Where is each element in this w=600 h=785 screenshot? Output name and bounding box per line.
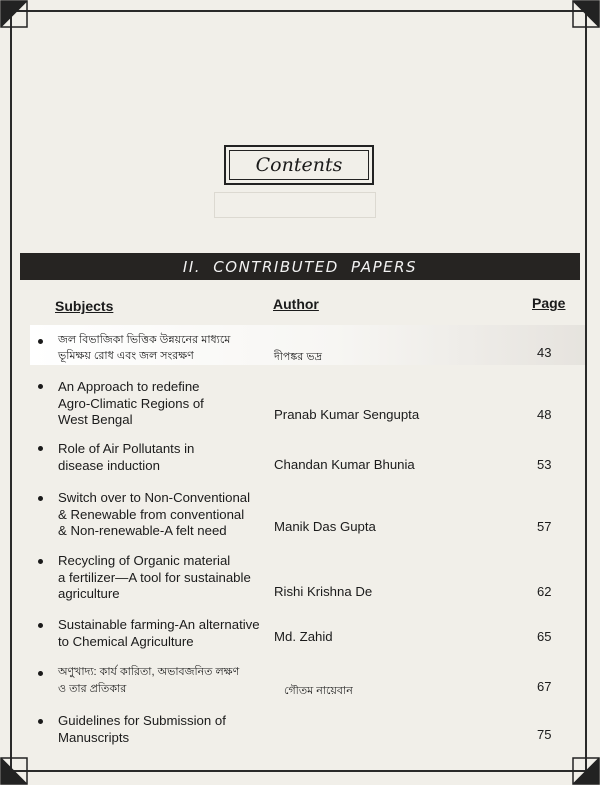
entry-page: 57	[537, 519, 552, 534]
subject-line: a fertilizer—A tool for sustainable	[58, 569, 251, 585]
entry-page: 65	[537, 629, 552, 644]
subject-line: Agro-Climatic Regions of	[58, 395, 204, 411]
corner-ornament-icon	[572, 757, 600, 785]
subject-line: জল বিভাজিকা ভিত্তিক উন্নয়নের মাধ্যমে	[58, 334, 231, 346]
subject-line: Recycling of Organic material	[58, 553, 231, 568]
entry-page: 67	[537, 679, 552, 694]
subject-line: & Renewable from conventional	[58, 506, 245, 522]
bleed-through-box	[214, 192, 376, 218]
entry-author: Manik Das Gupta	[274, 519, 376, 534]
column-header-subjects: Subjects	[55, 298, 114, 314]
entry-page: 75	[537, 727, 552, 742]
bullet-icon	[38, 671, 43, 676]
entry-page: 43	[537, 345, 552, 360]
column-header-author: Author	[273, 296, 319, 312]
subject-line: agriculture	[58, 586, 120, 601]
contents-heading: Contents	[229, 150, 369, 180]
entry-subject	[58, 379, 268, 429]
column-header-page: Page	[532, 295, 566, 311]
subject-line: Switch over to Non-Conventional	[58, 490, 251, 505]
section-title-bar: II. CONTRIBUTED PAPERS	[20, 253, 580, 280]
bullet-icon	[38, 559, 43, 564]
entry-subject	[58, 332, 268, 364]
entry-subject	[58, 617, 268, 650]
entry-subject	[58, 441, 268, 474]
contents-frame	[224, 145, 374, 185]
entry-page: 62	[537, 584, 552, 599]
corner-ornament-icon	[0, 0, 28, 28]
entry-subject	[58, 553, 268, 603]
entry-page: 53	[537, 457, 552, 472]
subject-line: ও তার প্রতিকার	[58, 683, 127, 695]
subject-line: An Approach to redefine	[58, 379, 200, 394]
entry-author: Md. Zahid	[274, 629, 333, 644]
subject-line: অণুখাদ্য: কার্য কারিতা, অভাবজনিত লক্ষণ	[58, 666, 240, 678]
subject-line: Sustainable farming-An alternative	[58, 617, 260, 632]
bullet-icon	[38, 339, 43, 344]
entry-author: গৌতম নায়েবান	[284, 685, 353, 697]
bullet-icon	[38, 719, 43, 724]
subject-line: West Bengal	[58, 412, 133, 427]
subject-line: Guidelines for Submission of	[58, 713, 226, 728]
entry-author: Pranab Kumar Sengupta	[274, 407, 420, 422]
subject-line: ভূমিক্ষয় রোধ এবং জল সংরক্ষণ	[58, 350, 194, 362]
subject-line: Manuscripts	[58, 729, 130, 745]
subject-line: & Non-renewable-A felt need	[58, 523, 227, 538]
subject-line: to Chemical Agriculture	[58, 633, 194, 649]
subject-line: Role of Air Pollutants in	[58, 441, 195, 456]
subject-line: disease induction	[58, 457, 160, 473]
corner-ornament-icon	[0, 757, 28, 785]
entry-author: Chandan Kumar Bhunia	[274, 457, 415, 472]
entry-page: 48	[537, 407, 552, 422]
corner-ornament-icon	[572, 0, 600, 28]
entry-author: দীপঙ্কর ভদ্র	[274, 351, 322, 363]
bullet-icon	[38, 496, 43, 501]
entry-subject	[58, 490, 268, 540]
bullet-icon	[38, 384, 43, 389]
bullet-icon	[38, 623, 43, 628]
entry-author: Rishi Krishna De	[274, 584, 373, 599]
bullet-icon	[38, 446, 43, 451]
entry-subject	[58, 713, 268, 746]
entry-subject	[58, 664, 268, 698]
